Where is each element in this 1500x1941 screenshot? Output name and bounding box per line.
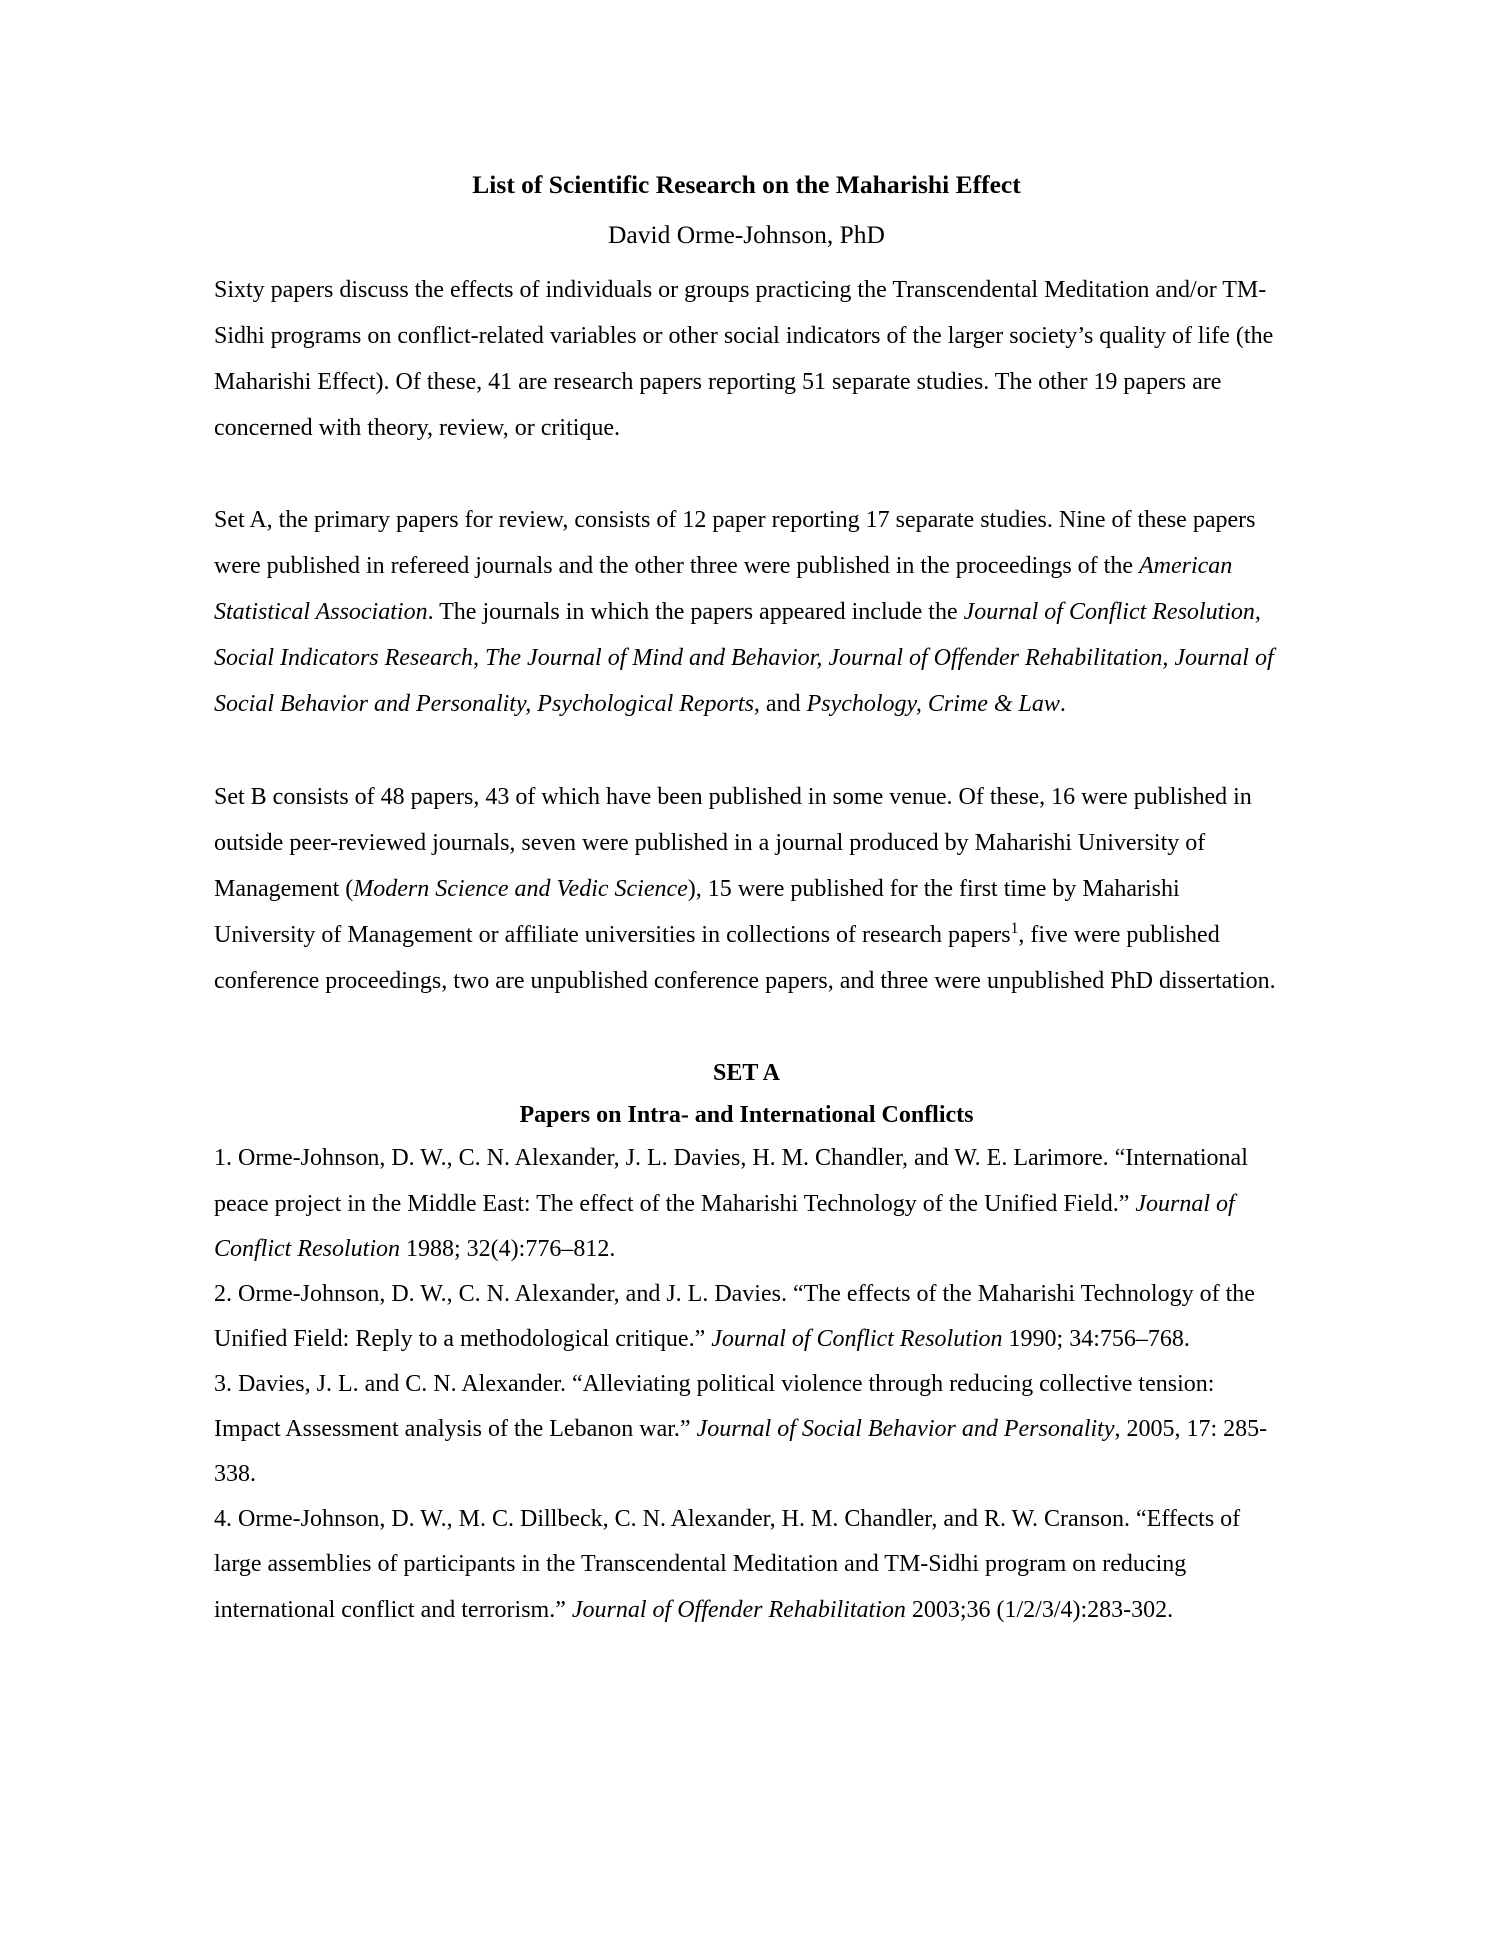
set-a-italic-3: Psychology, Crime & Law [806, 691, 1060, 718]
intro-text: Sixty papers discuss the effects of individuals or groups practicing the Transcendental Meditation and/or TM-Sidhi programs on conflict-related variables or other social indicators of the larger society’s quality of life (the Maharishi Effect). Of these, 41 are research papers reporting 51 separate studies. The other 19 papers are concerned with theory, review, or critique. [214, 276, 1274, 442]
page-title: List of Scientific Research on the Maharishi Effect [472, 170, 1021, 199]
author-line: David Orme-Johnson, PhD [608, 220, 885, 250]
intro-paragraph [214, 267, 1279, 451]
reference-journal: Journal of Offender Rehabilitation [571, 1596, 906, 1623]
reference-text: Orme-Johnson, D. W., M. C. Dillbeck, C. N. Alexander, H. M. Chandler, and R. W. Cranson. “Effects of large assemblies of participants in the Transcendental Meditation and TM-Sidhi program on reducing international conflict and terrorism.” [214, 1506, 1241, 1623]
reference-item [214, 1136, 1279, 1271]
set-a-text-4: . [1059, 691, 1066, 718]
reference-citation: 1990; 34:756–768. [1002, 1325, 1190, 1352]
reference-item [214, 1497, 1279, 1632]
reference-item [214, 1272, 1279, 1362]
set-a-text-3: and [759, 691, 807, 718]
reference-citation: , 2005, 17: 285-338. [214, 1416, 1268, 1488]
set-a-text-1: Set A, the primary papers for review, consists of 12 paper reporting 17 separate studies. Nine of these papers were published in refereed journals and the other three were published in the proceedings of the [214, 507, 1256, 580]
reference-citation: 2003;36 (1/2/3/4):283-302. [905, 1596, 1174, 1623]
set-a-italic-1: American Statistical Association [214, 553, 1233, 626]
paragraph-spacer-1 [214, 451, 1279, 497]
reference-number: 2. [214, 1280, 232, 1307]
reference-journal: Journal of Conflict Resolution [711, 1325, 1003, 1352]
paragraph-spacer-2 [214, 728, 1279, 774]
section-subheading: Papers on Intra- and International Conflicts [519, 1102, 974, 1129]
set-b-text-1: Set B consists of 48 papers, 43 of which have been published in some venue. Of these, 16 were published in outside peer-reviewed journals, seven were published in a journal produced by Maharishi University of Management ( [214, 783, 1252, 902]
set-b-text-2: ), 15 were published for the first time by Maharishi University of Management or affiliate universities in collections of research papers [214, 875, 1180, 948]
paragraph-spacer-3 [214, 1004, 1279, 1050]
reference-text: Orme-Johnson, D. W., C. N. Alexander, J. L. Davies, H. M. Chandler, and W. E. Larimore. “International peace project in the Middle East: The effect of the Maharishi Technology of the Unified Field.” [214, 1145, 1248, 1217]
footnote-marker: 1 [1010, 919, 1019, 937]
set-a-text-2: . The journals in which the papers appeared include the [427, 599, 964, 626]
set-b-italic-1: Modern Science and Vedic Science [353, 875, 688, 902]
reference-number: 3. [214, 1370, 232, 1397]
reference-text: Davies, J. L. and C. N. Alexander. “Alleviating political violence through reducing collective tension: Impact Assessment analysis of the Lebanon war.” [214, 1370, 1215, 1443]
section-heading: SET A [713, 1059, 780, 1086]
reference-text: Orme-Johnson, D. W., C. N. Alexander, and J. L. Davies. “The effects of the Maharishi Technology of the Unified Field: Reply to a methodological critique.” [214, 1280, 1255, 1352]
reference-citation: 1988; 32(4):776–812. [400, 1235, 616, 1262]
reference-number: 1. [214, 1145, 232, 1172]
set-a-paragraph [214, 497, 1279, 727]
reference-journal: Journal of Conflict Resolution [214, 1190, 1235, 1262]
reference-journal: Journal of Social Behavior and Personality [696, 1416, 1115, 1443]
set-b-paragraph [214, 774, 1279, 1004]
set-b-text-3: , five were published conference proceedings, two are unpublished conference papers, and three were unpublished PhD dissertation. [214, 921, 1276, 994]
reference-number: 4. [214, 1506, 232, 1533]
reference-item [214, 1362, 1279, 1497]
set-a-italic-2: Journal of Conflict Resolution, Social Indicators Research, The Journal of Mind and Behavior, Journal of Offender Rehabilitation, Journal of Social Behavior and Personality, Psychological Reports, [214, 599, 1274, 718]
document-content [214, 168, 1279, 1633]
